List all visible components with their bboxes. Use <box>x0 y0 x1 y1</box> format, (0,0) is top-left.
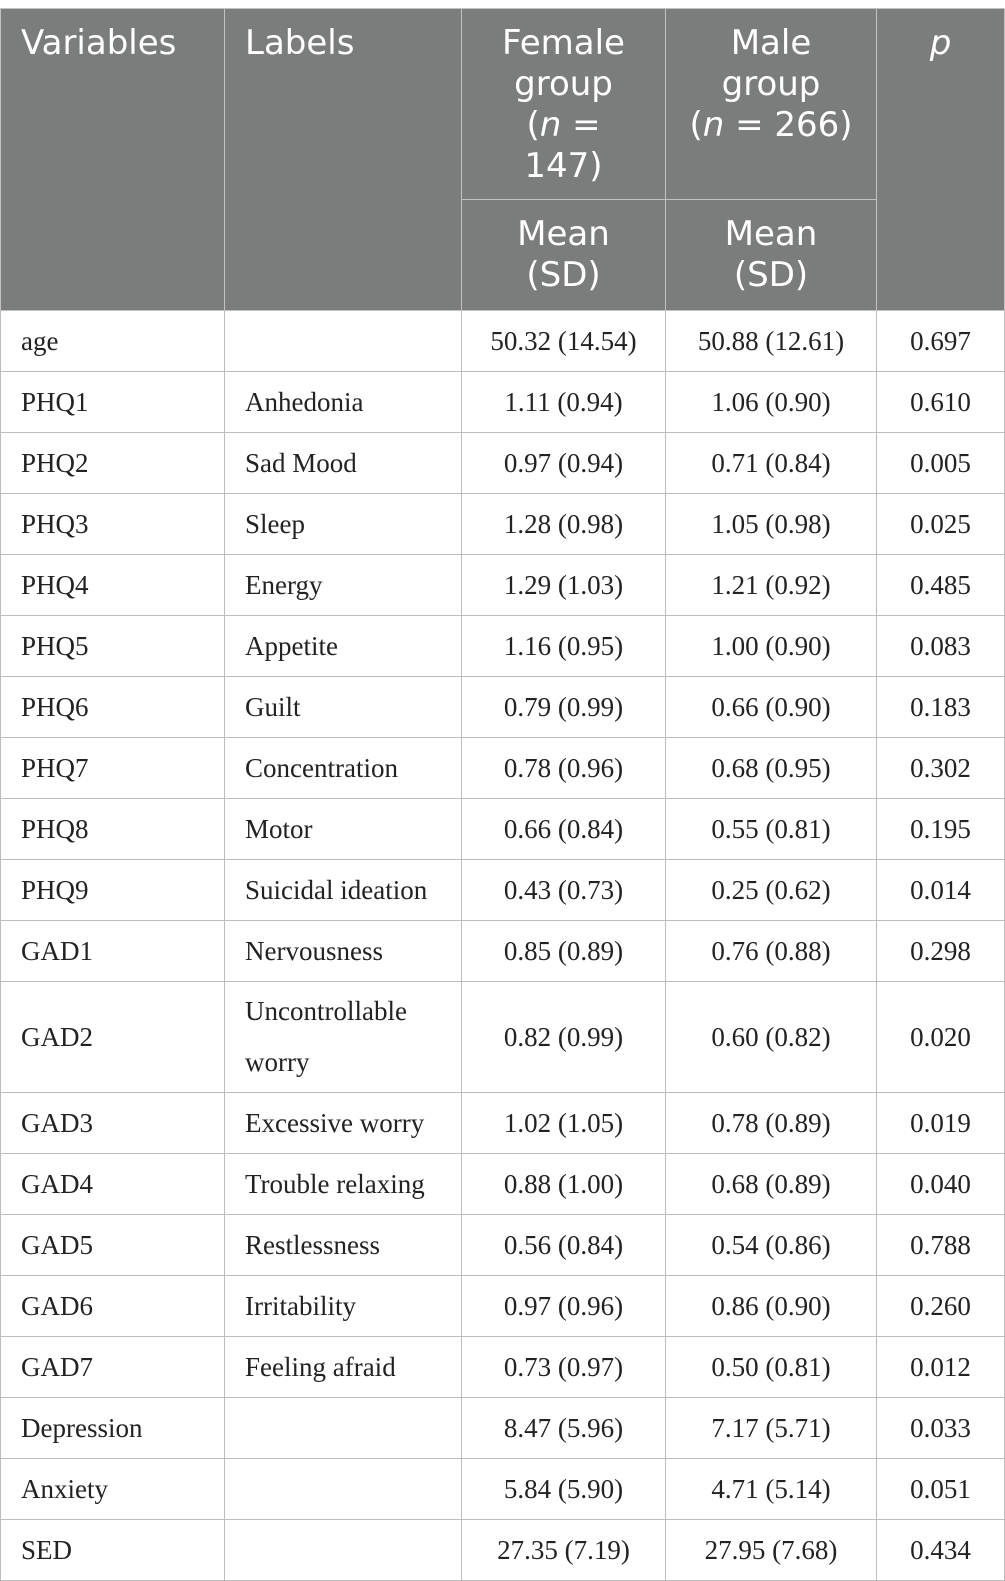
cell-male: 1.00 (0.90) <box>666 616 877 677</box>
cell-male: 0.68 (0.89) <box>666 1154 877 1215</box>
cell-label: Appetite <box>225 616 462 677</box>
header-male-group <box>666 9 877 200</box>
cell-variable: PHQ3 <box>1 494 225 555</box>
cell-variable: GAD3 <box>1 1093 225 1154</box>
cell-label: Irritability <box>225 1276 462 1337</box>
cell-label: Feeling afraid <box>225 1337 462 1398</box>
cell-female: 1.28 (0.98) <box>462 494 666 555</box>
header-female-group <box>462 9 666 200</box>
header-male-line2: group <box>721 64 821 104</box>
cell-label: Suicidal ideation <box>225 860 462 921</box>
header-mean-label: Mean <box>517 214 610 254</box>
cell-p: 0.033 <box>877 1398 1005 1459</box>
cell-variable: PHQ1 <box>1 372 225 433</box>
header-female-line1: Female <box>502 23 625 63</box>
cell-female: 1.02 (1.05) <box>462 1093 666 1154</box>
table-row <box>1 494 1005 555</box>
cell-male: 0.86 (0.90) <box>666 1276 877 1337</box>
cell-female: 0.73 (0.97) <box>462 1337 666 1398</box>
cell-female: 0.85 (0.89) <box>462 921 666 982</box>
table-row <box>1 616 1005 677</box>
cell-variable: Depression <box>1 1398 225 1459</box>
header-sd-label: (SD) <box>526 255 601 295</box>
cell-label: Uncontrollable worry <box>225 982 462 1093</box>
cell-p: 0.485 <box>877 555 1005 616</box>
cell-female: 0.97 (0.96) <box>462 1276 666 1337</box>
cell-variable: age <box>1 311 225 372</box>
table-row <box>1 1093 1005 1154</box>
table-row <box>1 738 1005 799</box>
cell-male: 1.05 (0.98) <box>666 494 877 555</box>
cell-label: Sad Mood <box>225 433 462 494</box>
header-variables: Variables <box>1 9 225 311</box>
cell-p: 0.434 <box>877 1520 1005 1581</box>
header-male-n-prefix: ( <box>689 105 703 145</box>
cell-male: 7.17 (5.71) <box>666 1398 877 1459</box>
cell-label: Guilt <box>225 677 462 738</box>
cell-variable: GAD1 <box>1 921 225 982</box>
header-female-n-prefix: ( <box>526 105 540 145</box>
cell-female: 0.66 (0.84) <box>462 799 666 860</box>
cell-p: 0.012 <box>877 1337 1005 1398</box>
cell-label <box>225 1520 462 1581</box>
cell-label <box>225 1459 462 1520</box>
cell-p: 0.051 <box>877 1459 1005 1520</box>
cell-variable: Anxiety <box>1 1459 225 1520</box>
header-female-mean-sd <box>462 200 666 311</box>
table-row <box>1 1520 1005 1581</box>
header-female-n-italic: n <box>539 105 562 145</box>
cell-label: Concentration <box>225 738 462 799</box>
header-row <box>1 9 1005 200</box>
cell-male: 0.60 (0.82) <box>666 982 877 1093</box>
header-male-line1: Male <box>730 23 812 63</box>
cell-female: 50.32 (14.54) <box>462 311 666 372</box>
header-male-n-italic: n <box>702 105 725 145</box>
cell-variable: GAD4 <box>1 1154 225 1215</box>
cell-p: 0.083 <box>877 616 1005 677</box>
cell-variable: PHQ8 <box>1 799 225 860</box>
cell-male: 0.71 (0.84) <box>666 433 877 494</box>
table-body <box>1 311 1005 1581</box>
cell-p: 0.040 <box>877 1154 1005 1215</box>
comparison-table <box>0 8 1005 1581</box>
cell-variable: PHQ4 <box>1 555 225 616</box>
cell-male: 0.55 (0.81) <box>666 799 877 860</box>
table-row <box>1 1154 1005 1215</box>
cell-p: 0.610 <box>877 372 1005 433</box>
cell-p: 0.025 <box>877 494 1005 555</box>
cell-label: Motor <box>225 799 462 860</box>
table-row <box>1 311 1005 372</box>
cell-label: Energy <box>225 555 462 616</box>
cell-male: 50.88 (12.61) <box>666 311 877 372</box>
cell-variable: GAD7 <box>1 1337 225 1398</box>
cell-label <box>225 1398 462 1459</box>
cell-variable: GAD5 <box>1 1215 225 1276</box>
cell-female: 1.11 (0.94) <box>462 372 666 433</box>
cell-male: 0.25 (0.62) <box>666 860 877 921</box>
cell-female: 0.79 (0.99) <box>462 677 666 738</box>
cell-male: 0.66 (0.90) <box>666 677 877 738</box>
cell-male: 0.50 (0.81) <box>666 1337 877 1398</box>
cell-p: 0.183 <box>877 677 1005 738</box>
table-row <box>1 1276 1005 1337</box>
table-row <box>1 677 1005 738</box>
header-sd-label: (SD) <box>733 255 809 295</box>
cell-female: 0.88 (1.00) <box>462 1154 666 1215</box>
cell-variable: PHQ7 <box>1 738 225 799</box>
header-p-value <box>877 9 1005 311</box>
cell-p: 0.788 <box>877 1215 1005 1276</box>
cell-male: 0.76 (0.88) <box>666 921 877 982</box>
table-row <box>1 433 1005 494</box>
header-female-line2: group <box>514 64 613 104</box>
cell-p: 0.014 <box>877 860 1005 921</box>
cell-label: Sleep <box>225 494 462 555</box>
cell-female: 8.47 (5.96) <box>462 1398 666 1459</box>
cell-male: 0.68 (0.95) <box>666 738 877 799</box>
cell-p: 0.020 <box>877 982 1005 1093</box>
cell-variable: PHQ6 <box>1 677 225 738</box>
cell-female: 1.16 (0.95) <box>462 616 666 677</box>
table-header <box>1 9 1005 311</box>
cell-variable: PHQ2 <box>1 433 225 494</box>
cell-variable: PHQ9 <box>1 860 225 921</box>
cell-female: 0.78 (0.96) <box>462 738 666 799</box>
header-female-n-suffix: = 147) <box>524 105 603 186</box>
cell-label: Restlessness <box>225 1215 462 1276</box>
table-row <box>1 799 1005 860</box>
cell-p: 0.195 <box>877 799 1005 860</box>
cell-p: 0.019 <box>877 1093 1005 1154</box>
table-row <box>1 982 1005 1093</box>
cell-male: 4.71 (5.14) <box>666 1459 877 1520</box>
cell-male: 1.06 (0.90) <box>666 372 877 433</box>
cell-male: 27.95 (7.68) <box>666 1520 877 1581</box>
table-row <box>1 555 1005 616</box>
table-row <box>1 1337 1005 1398</box>
cell-female: 0.43 (0.73) <box>462 860 666 921</box>
cell-variable: PHQ5 <box>1 616 225 677</box>
table-row <box>1 1459 1005 1520</box>
cell-p: 0.298 <box>877 921 1005 982</box>
header-male-mean-sd <box>666 200 877 311</box>
cell-female: 27.35 (7.19) <box>462 1520 666 1581</box>
table-row <box>1 372 1005 433</box>
header-mean-label: Mean <box>724 214 818 254</box>
table-row <box>1 921 1005 982</box>
cell-variable: GAD6 <box>1 1276 225 1337</box>
cell-male: 0.54 (0.86) <box>666 1215 877 1276</box>
cell-p: 0.260 <box>877 1276 1005 1337</box>
cell-female: 0.97 (0.94) <box>462 433 666 494</box>
cell-label <box>225 311 462 372</box>
cell-variable: GAD2 <box>1 982 225 1093</box>
cell-label: Trouble relaxing <box>225 1154 462 1215</box>
cell-male: 0.78 (0.89) <box>666 1093 877 1154</box>
header-p-label: p <box>929 23 952 63</box>
cell-p: 0.005 <box>877 433 1005 494</box>
table-row <box>1 860 1005 921</box>
header-labels: Labels <box>225 9 462 311</box>
cell-female: 0.82 (0.99) <box>462 982 666 1093</box>
cell-p: 0.697 <box>877 311 1005 372</box>
cell-label: Excessive worry <box>225 1093 462 1154</box>
cell-variable: SED <box>1 1520 225 1581</box>
table-row <box>1 1215 1005 1276</box>
cell-female: 0.56 (0.84) <box>462 1215 666 1276</box>
cell-male: 1.21 (0.92) <box>666 555 877 616</box>
cell-label: Anhedonia <box>225 372 462 433</box>
cell-female: 1.29 (1.03) <box>462 555 666 616</box>
cell-p: 0.302 <box>877 738 1005 799</box>
cell-female: 5.84 (5.90) <box>462 1459 666 1520</box>
cell-label: Nervousness <box>225 921 462 982</box>
table-row <box>1 1398 1005 1459</box>
header-male-n-suffix: = 266) <box>724 105 853 145</box>
